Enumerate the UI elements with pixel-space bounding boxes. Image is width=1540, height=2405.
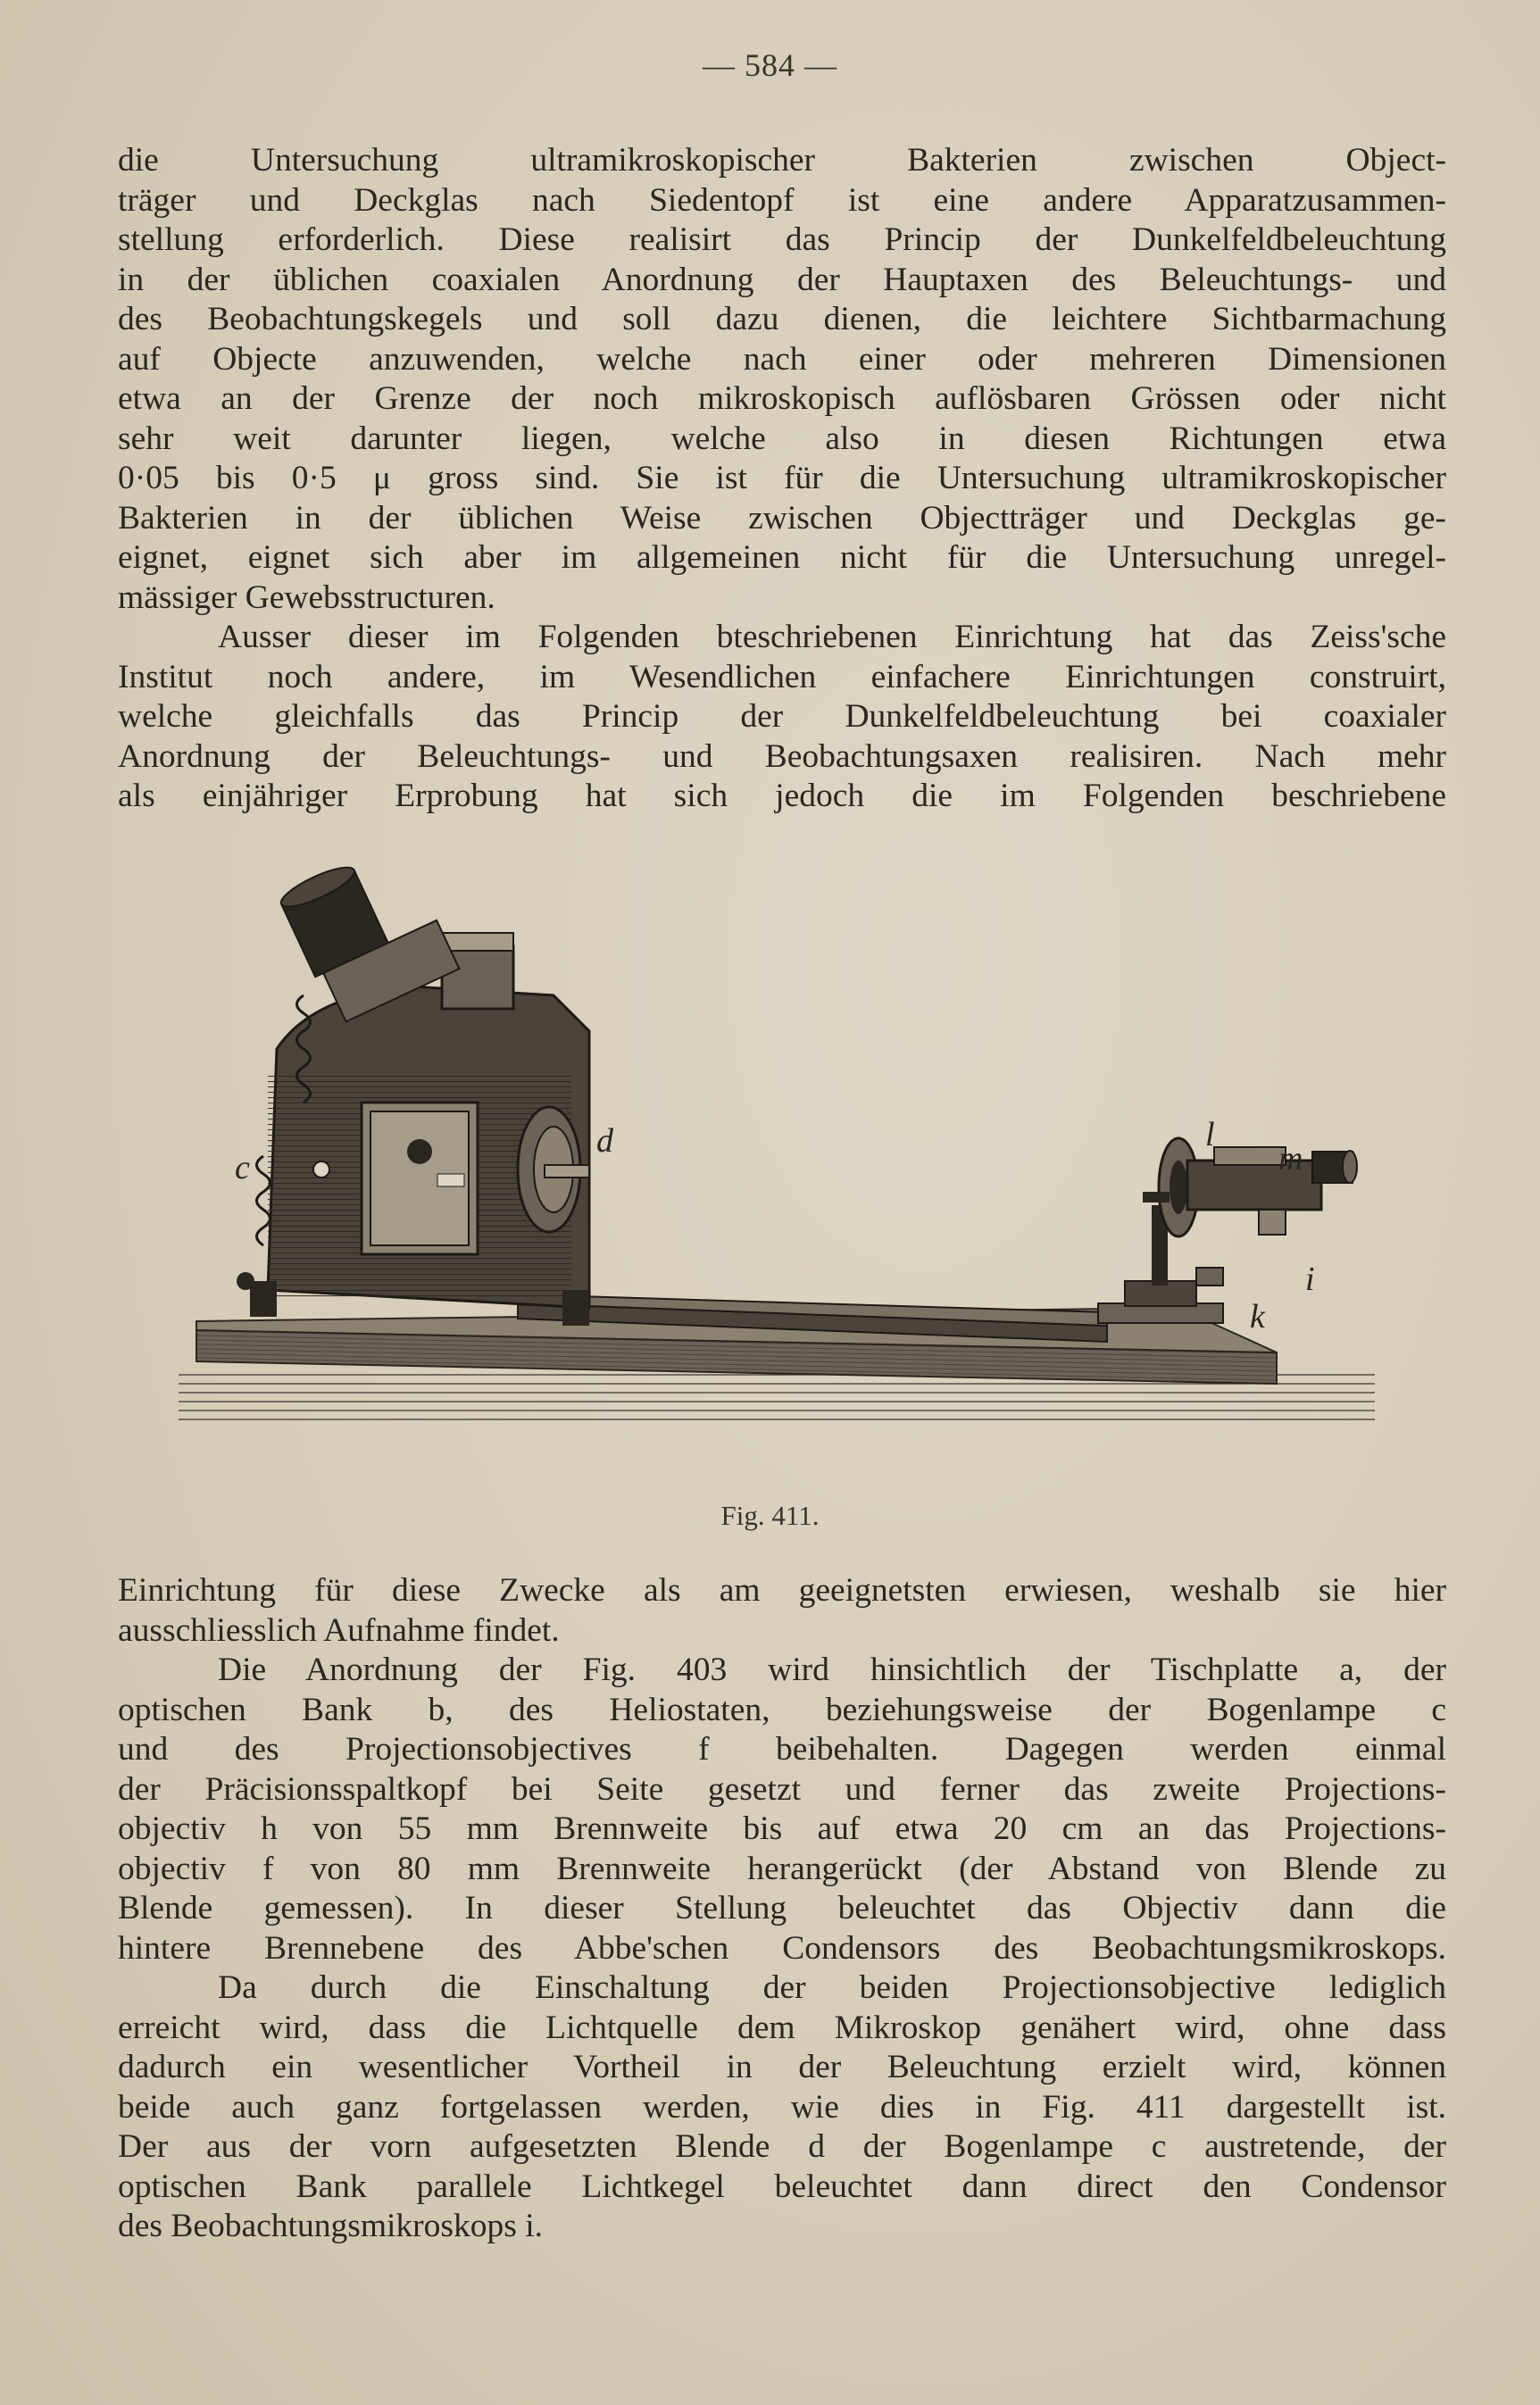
arc-lamp-housing <box>237 861 589 1326</box>
text-line: Da durch die Einschaltung der beiden Projectionsobjective lediglich <box>218 1969 1446 2006</box>
microscope <box>1098 1138 1357 1323</box>
paragraph-2 <box>118 618 1446 817</box>
figure-label-l: l <box>1205 1116 1215 1153</box>
text-line: träger und Deckglas nach Siedentopf ist eine andere Apparatzusammen- <box>118 181 1446 219</box>
text-line: sehr weit darunter liegen, welche also in diesen Richtungen etwa <box>118 420 1446 457</box>
figure-label-c: c <box>235 1149 250 1186</box>
text-line: Anordnung der Beleuchtungs- und Beobachtungsaxen realisiren. Nach mehr <box>118 737 1446 775</box>
paragraph-3 <box>118 1571 1446 1651</box>
text-line: die Untersuchung ultramikroskopischer Bakterien zwischen Object- <box>118 142 1446 179</box>
text-line: etwa an der Grenze der noch mikroskopisch auflösbaren Grössen oder nicht <box>118 380 1446 417</box>
page-number: — 584 — <box>703 47 837 83</box>
text-line: mässiger Gewebsstructuren. <box>118 578 495 616</box>
text-line: des Beobachtungsmikroskops i. <box>118 2208 544 2244</box>
text-line: optischen Bank b, des Heliostaten, beziehungsweise der Bogenlampe c <box>118 1691 1446 1728</box>
text-line: und des Projectionsobjectives f beibehalten. Dagegen werden einmal <box>118 1731 1446 1768</box>
text-line: Einrichtung für diese Zwecke als am geeignetsten erwiesen, weshalb sie hier <box>118 1572 1446 1609</box>
text-line: eignet, eignet sich aber im allgemeinen nicht für die Untersuchung unregel- <box>118 539 1446 576</box>
paragraph-5 <box>118 1968 1446 2247</box>
figure-illustration <box>179 861 1393 1469</box>
text-line: welche gleichfalls das Princip der Dunkelfeldbeleuchtung bei coaxialer <box>118 698 1446 735</box>
paragraph-4 <box>118 1651 1446 1968</box>
text-line: 0·05 bis 0·5 μ gross sind. Sie ist für die Untersuchung ultramikroskopischer <box>118 460 1446 496</box>
text-line: als einjähriger Erprobung hat sich jedoch die im Folgenden beschriebene <box>118 778 1446 814</box>
figure-label-d: d <box>596 1122 613 1160</box>
text-line: Blende gemessen). In dieser Stellung beleuchtet das Objectiv dann die <box>118 1890 1446 1926</box>
figure-label-i: i <box>1305 1261 1315 1298</box>
text-line: Bakterien in der üblichen Weise zwischen Objectträger und Deckglas ge- <box>118 499 1446 537</box>
text-line: optischen Bank parallele Lichtkegel beleuchtet dann direct den Condensor <box>118 2168 1446 2205</box>
text-line: der Präcisionsspaltkopf bei Seite gesetzt und ferner das zweite Projections- <box>118 1770 1446 1808</box>
text-line: Ausser dieser im Folgenden bteschriebenen Einrichtung hat das Zeiss'sche <box>218 619 1446 655</box>
text-line: des Beobachtungskegels und soll dazu dienen, die leichtere Sichtbarmachung <box>118 301 1446 337</box>
text-line: ausschliesslich Aufnahme findet. <box>118 1611 560 1649</box>
text-line: erreicht wird, dass die Lichtquelle dem Mikroskop genähert wird, ohne dass <box>118 2009 1446 2046</box>
figure-label-m: m <box>1278 1140 1303 1178</box>
text-line: Der aus der vorn aufgesetzten Blende d der Bogenlampe c austretende, der <box>118 2128 1446 2165</box>
text-line: objectiv f von 80 mm Brennweite herangerückt (der Abstand von Blende zu <box>118 1850 1446 1887</box>
text-line: dadurch ein wesentlicher Vortheil in der Beleuchtung erzielt wird, können <box>118 2049 1446 2085</box>
text-line: stellung erforderlich. Diese realisirt das Princip der Dunkelfeldbeleuchtung <box>118 221 1446 258</box>
text-line: objectiv h von 55 mm Brennweite bis auf etwa 20 cm an das Projections- <box>118 1810 1446 1847</box>
figure-caption: Fig. 411. <box>720 1500 820 1531</box>
text-line: beide auch ganz fortgelassen werden, wie dies in Fig. 411 dargestellt ist. <box>118 2088 1446 2126</box>
text-block-bottom <box>118 1571 1446 2247</box>
text-line: Institut noch andere, im Wesendlichen einfachere Einrichtungen construirt, <box>118 658 1446 695</box>
paragraph-1 <box>118 141 1446 618</box>
figure-label-k: k <box>1250 1298 1265 1336</box>
text-line: hintere Brennebene des Abbe'schen Condensors des Beobachtungsmikroskops. <box>118 1929 1446 1967</box>
text-line: in der üblichen coaxialen Anordnung der Hauptaxen des Beleuchtungs- und <box>118 261 1446 298</box>
text-line: auf Objecte anzuwenden, welche nach einer oder mehreren Dimensionen <box>118 340 1446 378</box>
text-block-top <box>118 141 1446 817</box>
text-line: Die Anordnung der Fig. 403 wird hinsichtlich der Tischplatte a, der <box>218 1652 1446 1688</box>
